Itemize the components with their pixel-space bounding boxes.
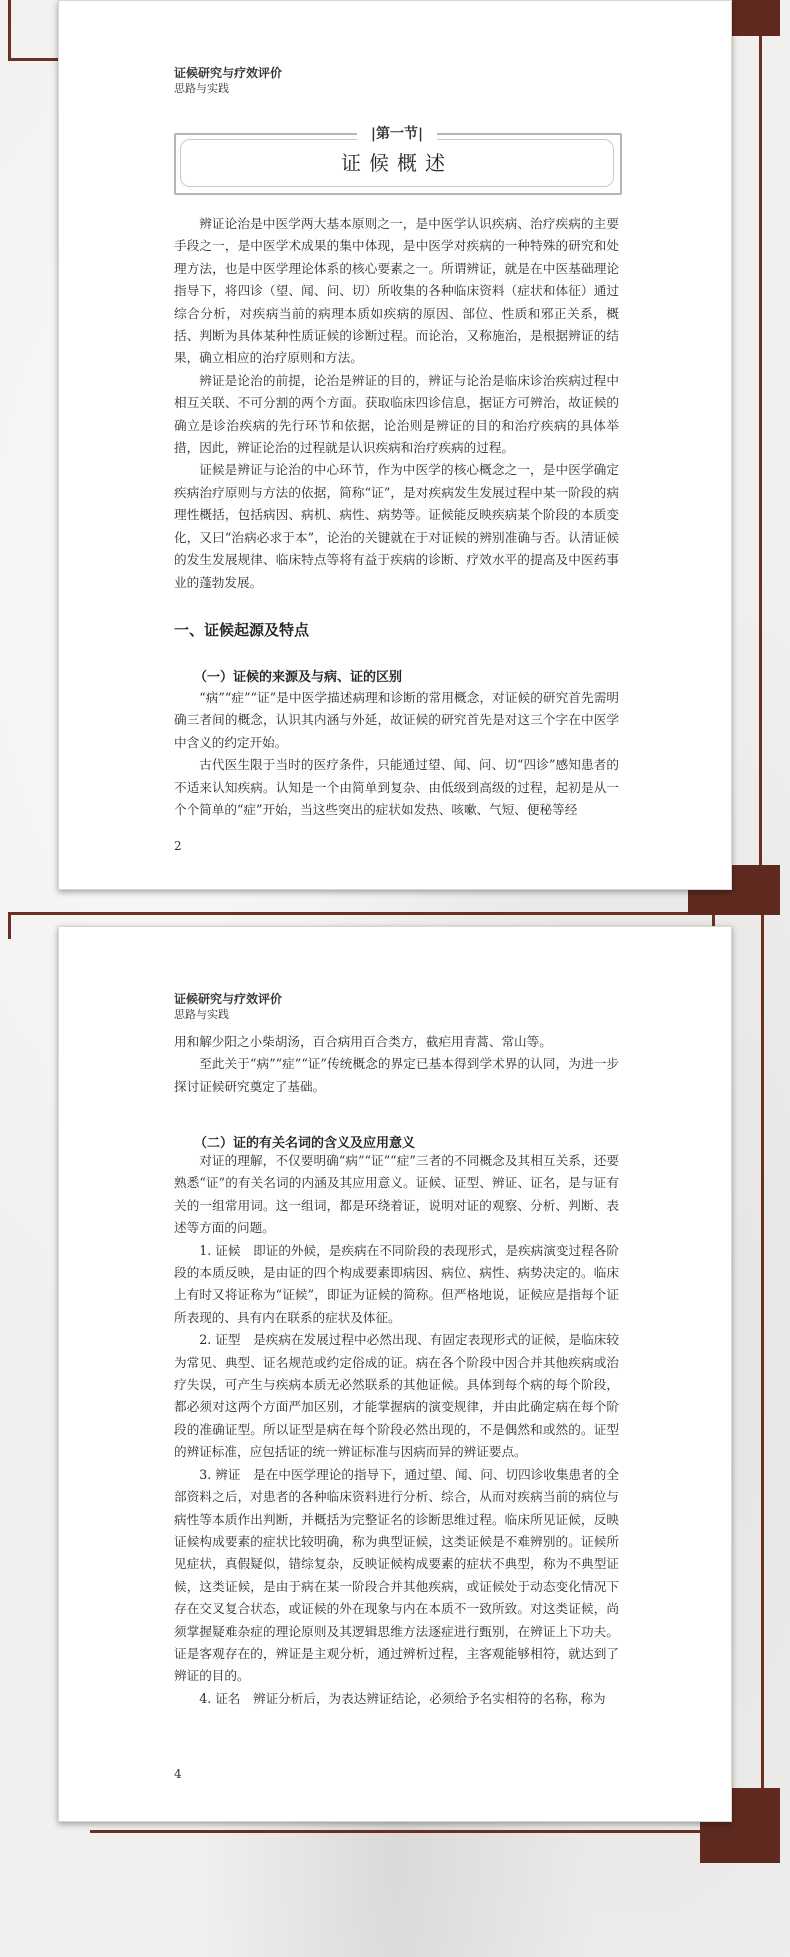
header-subtitle: 思路与实践 [174,1008,229,1021]
paragraph: 3. 辨证 是在中医学理论的指导下，通过望、闻、问、切四诊收集患者的全部资料之后，对患者的各种临床资料进行分析、综合，从而对疾病当前的病位与病性等本质作出判断，并概括为完整证名的诊断思维过程。临床所见证候，反映证候构成要素的症状比较明确，称为典型证候，这类证候是不难辨别的。证候所见症状，真假疑似，错综复杂，反映证候构成要素的症状不典型，称为不典型证候，这类证候，是由于病在某一阶段合并其他疾病，或证候处于动态变化情况下存在交叉复合状态，或证候的外在现象与内在本质不一致所致。对这类证候，尚须掌握疑难杂症的理论原则及其逻辑思维方法逐症进行甄别，在辨证上下功夫。证是客观存在的，辨证是主观分析，通过辨析过程，主客观能够相符，就达到了辨证的目的。 [174,1466,619,1684]
header-subtitle: 思路与实践 [174,82,229,95]
section-title-box [174,116,620,198]
page-number: 2 [174,839,182,853]
header-title: 证候研究与疗效评价 [174,992,283,1006]
paragraph: 辨证论治是中医学两大基本原则之一，是中医学认识疾病、治疗疾病的主要手段之一，是中医学术成果的集中体现，是中医学对疾病的一种特殊的研究和处理方法，也是中医学理论体系的核心要素之一。所谓辨证，就是在中医基础理论指导下，将四诊（望、闻、问、切）所收集的各种临床资料（症状和体征）通过综合分析，对疾病当前的病理本质如疾病的原因、部位、性质和邪正关系，概括、判断为具体某种性质证候的诊断过程。而论治，又称施治，是根据辨证的结果，确立相应的治疗原则和方法。 [174,216,619,366]
paragraph: 辨证是论治的前提，论治是辨证的目的，辨证与论治是临床诊治疾病过程中相互关联、不可分割的两个方面。获取临床四诊信息，据证方可辨治，故证候的确立是诊治疾病的先行环节和依据，论治则是辨证的目的和治疗疾病的具体举措，因此，辨证论治的过程就是认识疾病和治疗疾病的过程。 [174,372,619,456]
paragraph: 古代医生限于当时的医疗条件，只能通过望、闻、问、切“四诊”感知患者的不适来认知疾病。认知是一个由简单到复杂、由低级到高级的过程，起初是从一个个简单的“症”开始，当这些突出的症状如发热、咳嗽、气短、便秘等经 [174,757,619,818]
section-tab-label: 第一节 [376,126,418,142]
paragraph: 1. 证候 即证的外候，是疾病在不同阶段的表现形式，是疾病演变过程各阶段的本质反映，是由证的四个构成要素即病因、病位、病性、病势决定的。临床上有时又将证称为“证候”，即证为证候的简称。但严格地说，证候应是指每个证所表现的、具有内在联系的症状及体征。 [174,1242,619,1325]
running-header [174,65,282,97]
section-text [174,687,619,821]
paragraph: 用和解少阳之小柴胡汤，百合病用百合类方，截疟用青蒿、常山等。 [174,1034,552,1049]
paragraph: 4. 证名 辨证分析后，为表达辨证结论，必须给予名实相符的名称，称为 [199,1690,606,1706]
continuation-text [174,1031,619,1098]
heading-level-2: （二）证的有关名词的含义及应用意义 [194,1136,416,1151]
heading-level-2: （一）证候的来源及与病、证的区别 [194,670,403,685]
section-tab: |第一节| [357,123,437,145]
header-title: 证候研究与疗效评价 [174,66,283,80]
paragraph: “病”“症”“证”是中医学描述病理和诊断的常用概念，对证候的研究首先需明确三者间的概念，认识其内涵与外延，故证候的研究首先是对这三个字在中医学中含义的约定开始。 [174,690,619,750]
running-header [174,991,282,1023]
paragraph: 证候是辨证与论治的中心环节，作为中医学的核心概念之一，是中医学确定疾病治疗原则与方法的依据，简称“证”，是对疾病发生发展过程中某一阶段的病理性概括，包括病因、病机、病性、病势等。证候能反映疾病某个阶段的本质变化，又曰“治病必求于本”，论治的关键就在于对证候的辨别准确与否。认清证候的发生发展规律、临床特点等将有益于疾病的诊断、疗效水平的提高及中医药事业的蓬勃发展。 [174,462,619,590]
page-number: 4 [174,1767,182,1781]
paragraph: 对证的理解，不仅要明确“病”“证”“症”三者的不同概念及其相互关系，还要熟悉“证”的有关名词的内涵及其应用意义。证候、证型、辨证、证名，是与证有关的一组常用词。这一组词，都是环绕着证，说明对证的观察、分析、判断、表述等方面的问题。 [174,1153,619,1236]
book-page-2 [58,926,732,1822]
paragraph: 至此关于“病”“症”“证”传统概念的界定已基本得到学术界的认同，为进一步探讨证候研究奠定了基础。 [174,1056,619,1094]
section-text [174,1150,619,1710]
intro-text [174,213,619,594]
book-page-1 [58,0,732,890]
paragraph: 2. 证型 是疾病在发展过程中必然出现、有固定表现形式的证候，是临床较为常见、典型、证名规范或约定俗成的证。病在各个阶段中因合并其他疾病或治疗失误，可产生与疾病本质无必然联系的其他证候。具体到每个病的每个阶段，都必须对这两个方面严加区别，才能掌握病的演变规律，并由此确定病在每个阶段的准确证型。所以证型是病在每个阶段必然出现的，不是偶然和或然的。证型的辨证标准，应包括证的统一辨证标准与因病而异的辨证要点。 [174,1332,619,1460]
section-title: 证候概述 [180,139,614,187]
heading-level-1: 一、证候起源及特点 [174,621,310,639]
